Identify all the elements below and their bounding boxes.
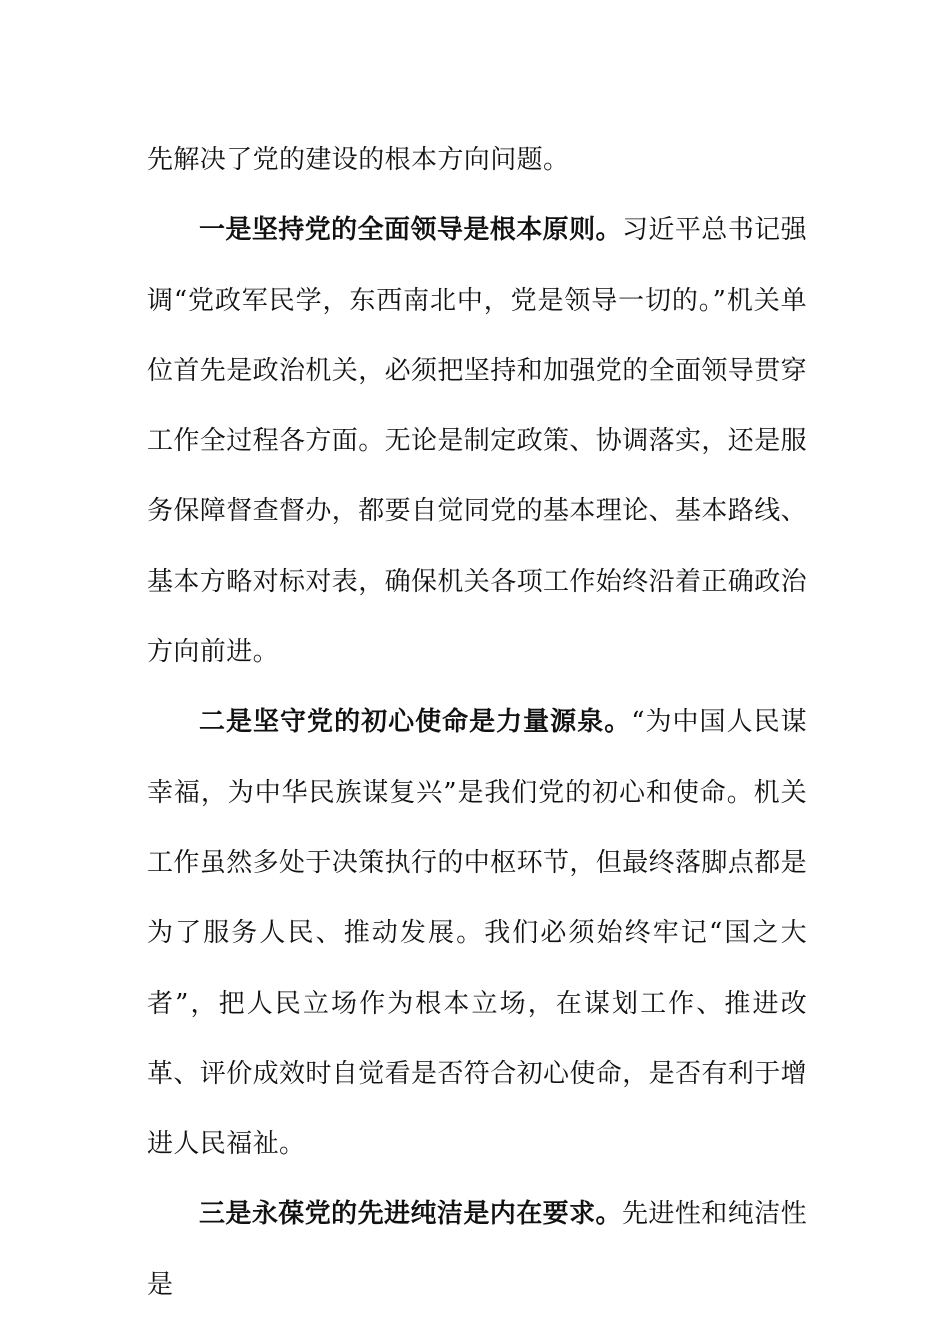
document-body <box>147 125 807 1320</box>
paragraph-lead: 三是永葆党的先进纯洁是内在要求。 <box>199 1199 622 1230</box>
paragraph-point-three <box>147 1179 807 1320</box>
paragraph-lead: 二是坚守党的初心使命是力量源泉。 <box>199 707 632 738</box>
paragraph-lead: 一是坚持党的全面领导是根本原则。 <box>199 215 622 246</box>
paragraph-point-two <box>147 687 807 1179</box>
paragraph-text: “为中国人民谋幸福，为中华民族谋复兴”是我们党的初心和使命。机关工作虽然多处于决策执行的中枢环节，但最终落脚点都是为了服务人民、推动发展。我们必须始终牢记“国之大者”，把人民立场作为根本立场，在谋划工作、推进改革、评价成效时自觉看是否符合初心使命，是否有利于增进人民福祉。 <box>147 707 808 1160</box>
paragraph-text: 习近平总书记强调“党政军民学，东西南北中，党是领导一切的。”机关单位首先是政治机关，必须把坚持和加强党的全面领导贯穿工作全过程各方面。无论是制定政策、协调落实，还是服务保障督查督办，都要自觉同党的基本理论、基本路线、基本方略对标对表，确保机关各项工作始终沿着正确政治方向前进。 <box>147 215 808 668</box>
paragraph-point-one <box>147 195 807 687</box>
paragraph-text: 先解决了党的建设的根本方向问题。 <box>147 145 570 175</box>
paragraph-continuation <box>147 125 807 195</box>
paragraph-text: 先进性和纯洁性是 <box>147 1199 807 1300</box>
